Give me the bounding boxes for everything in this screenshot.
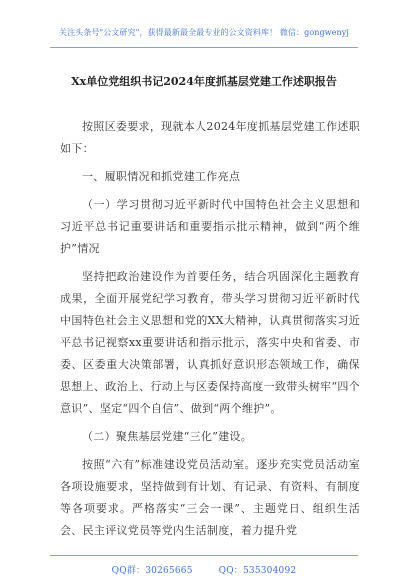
document-body	[60, 116, 360, 542]
subsection-heading-1: （一）学习贯彻习近平新时代中国特色社会主义思想和习近平总书记重要讲话和重要指示批示精神，做到“两个维护”情况	[60, 198, 360, 255]
top-banner: 关注头条号"公文研究"，获得最新最全最专业的公文资料库！ 微信：gongwenyj	[59, 28, 349, 37]
footer	[0, 563, 408, 576]
body-paragraph-1: 坚持把政治建设作为首要任务，结合巩固深化主题教育成果，全面开展党纪学习教育，带头学习贯彻习近平新时代中国特色社会主义思想和党的XX大精神，认真贯彻落实习近平总书记视察xx重要讲话和指示批示，落实中央和省委、市委、区委重大决策部署，认真抓好意识形态领域工作，确保思想上、政治上、行动上与区委保持高度一致带头树牢“四个意识”、坚定“四个自信”、做到“两个维护”。	[60, 270, 360, 415]
footer-qq-group: QQ群：30265665	[111, 566, 193, 576]
top-divider	[50, 47, 358, 48]
footer-qq: QQ：535304092	[218, 566, 297, 576]
intro-paragraph: 按照区委要求，现就本人2024年度抓基层党建工作述职如下：	[60, 120, 360, 155]
subsection-heading-2: （二）聚焦基层党建“三化”建设。	[82, 430, 253, 443]
body-paragraph-2: 按照“六有”标准建设党员活动室。逐步充实党员活动室各项设施要求，坚持做到有计划、有记录、有资料、有制度等各项要求。严格落实“三会一课”、主题党日、组织生活会、民主评议党员等党内生活制度，着力提升党	[60, 458, 360, 537]
bottom-divider	[50, 555, 358, 556]
section-heading: 一、履职情况和抓党建工作亮点	[82, 170, 241, 183]
document-title: Xx单位党组织书记2024年度抓基层党建工作述职报告	[71, 75, 337, 88]
